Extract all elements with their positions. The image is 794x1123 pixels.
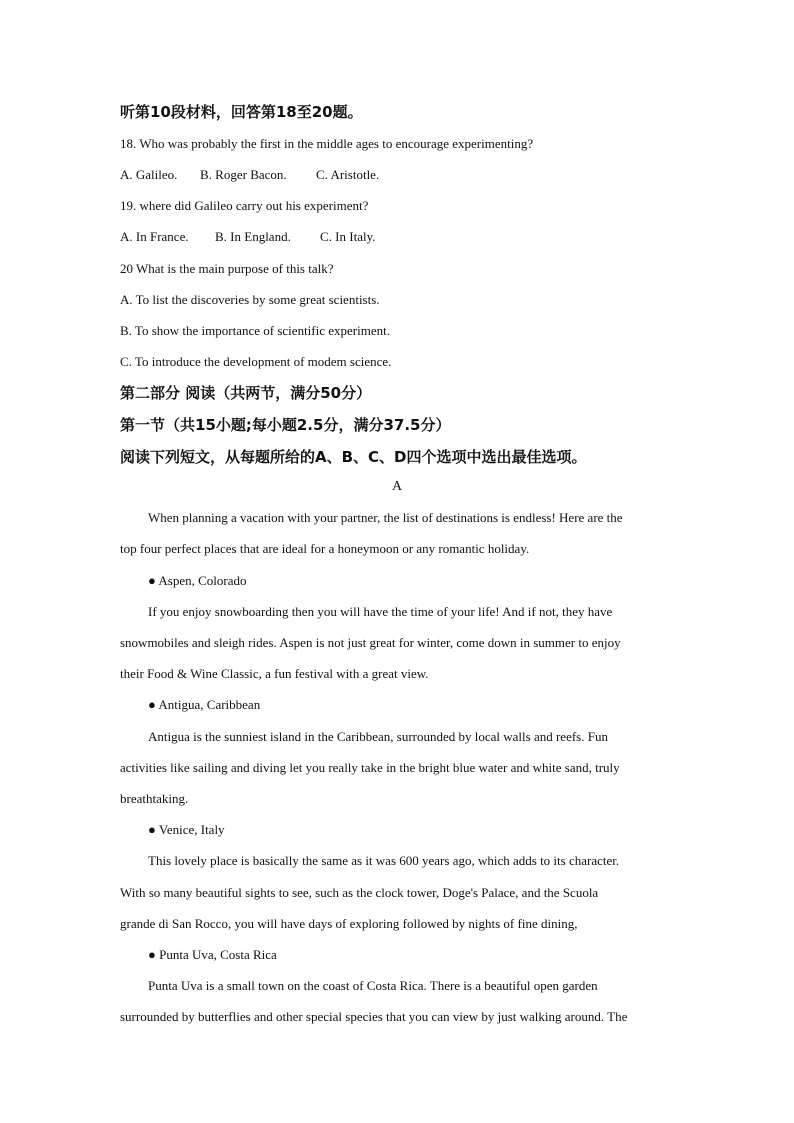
question-19-options (120, 229, 375, 245)
instructions: 阅读下列短文，从每题所给的A、B、C、D四个选项中选出最佳选项。 (120, 448, 587, 466)
passage-line: breathtaking. (120, 791, 189, 806)
question-20-option-c: C. To introduce the development of modem science. (120, 354, 392, 369)
question-20-option-a: A. To list the discoveries by some great scientists. (120, 292, 380, 307)
option-a: A. In France. (120, 229, 189, 244)
passage-line: With so many beautiful sights to see, such as the clock tower, Doge's Palace, and the Scuola (120, 885, 599, 900)
place-title-punta-uva: ● Punta Uva, Costa Rica (148, 947, 277, 962)
question-18: 18. Who was probably the first in the middle ages to encourage experimenting? (120, 136, 534, 151)
listening-heading: 听第10段材料，回答第18至20题。 (120, 103, 363, 121)
section1-title: 第一节（共15小题;每小题2.5分，满分37.5分） (120, 416, 451, 434)
passage-line: Punta Uva is a small town on the coast of Costa Rica. There is a beautiful open garden (148, 978, 598, 993)
passage-intro-line: When planning a vacation with your partner, the list of destinations is endless! Here are the (148, 510, 623, 525)
place-title-aspen: ● Aspen, Colorado (148, 573, 247, 588)
question-20: 20 What is the main purpose of this talk? (120, 261, 334, 276)
passage-line: activities like sailing and diving let you really take in the bright blue water and white sand, truly (120, 760, 620, 775)
option-a: A. Galileo. (120, 167, 178, 182)
place-title-antigua: ● Antigua, Caribbean (148, 697, 261, 712)
option-b: B. In England. (215, 229, 291, 244)
passage-line: Antigua is the sunniest island in the Caribbean, surrounded by local walls and reefs. Fun (148, 729, 608, 744)
option-c: C. In Italy. (320, 229, 376, 244)
question-19: 19. where did Galileo carry out his experiment? (120, 198, 369, 213)
place-title-venice: ● Venice, Italy (148, 822, 225, 837)
passage-line: This lovely place is basically the same as it was 600 years ago, which adds to its character. (148, 853, 620, 868)
passage-line: If you enjoy snowboarding then you will have the time of your life! And if not, they have (148, 604, 613, 619)
passage-line: grande di San Rocco, you will have days of exploring followed by nights of fine dining, (120, 916, 578, 931)
passage-label: A (391, 479, 403, 494)
part2-title: 第二部分 阅读（共两节，满分50分） (120, 384, 372, 402)
option-c: C. Aristotle. (316, 167, 380, 182)
option-b: B. Roger Bacon. (200, 167, 287, 182)
passage-line: their Food & Wine Classic, a fun festival with a great view. (120, 666, 429, 681)
question-20-option-b: B. To show the importance of scientific experiment. (120, 323, 390, 338)
passage-line: surrounded by butterflies and other special species that you can view by just walking around. The (120, 1009, 628, 1024)
passage-line: snowmobiles and sleigh rides. Aspen is not just great for winter, come down in summer to enjoy (120, 635, 621, 650)
question-18-options (120, 167, 379, 183)
passage-intro-line: top four perfect places that are ideal for a honeymoon or any romantic holiday. (120, 541, 530, 556)
